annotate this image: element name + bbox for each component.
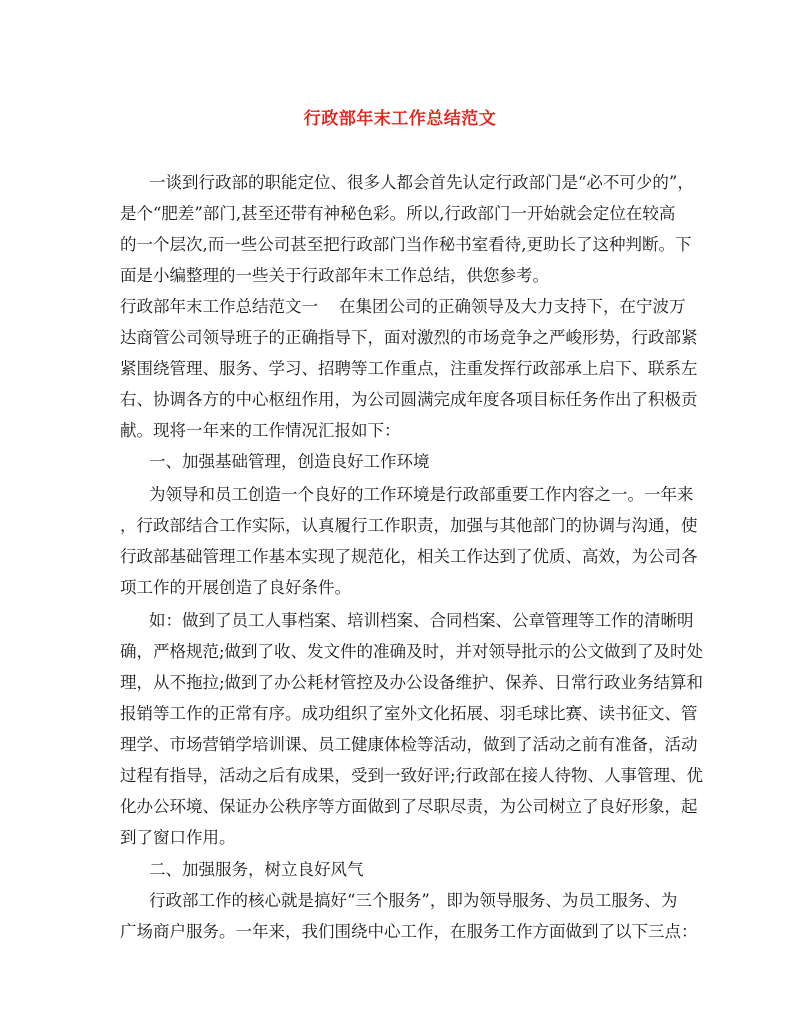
- paragraph-line: 达商管公司领导班子的正确指导下，面对激烈的市场竞争之严峻形势，行政部紧: [120, 328, 698, 347]
- paragraph-line: 过程有指导，活动之后有成果，受到一致好评;行政部在接人待物、人事管理、优: [120, 766, 704, 785]
- paragraph-line: 行政部基础管理工作基本实现了规范化，相关工作达到了优质、高效，为公司各: [120, 547, 698, 566]
- paragraph-line: 的一个层次,而一些公司甚至把行政部门当作秘书室看待,更助长了这种判断。下: [120, 235, 692, 254]
- paragraph-line: 如：做到了员工人事档案、培训档案、合同档案、公章管理等工作的清晰明: [149, 611, 694, 630]
- paragraph-line: 是个“肥差”部门,甚至还带有神秘色彩。所以,行政部门一开始就会定位在较高: [120, 204, 676, 223]
- paragraph-line: 面是小编整理的一些关于行政部年末工作总结，供您参考。: [120, 266, 549, 285]
- paragraph-line: 一谈到行政部的职能定位、很多人都会首先认定行政部门是“必不可少的”，: [149, 173, 694, 192]
- section-heading: 一、加强基础管理，创造良好工作环境: [149, 452, 430, 471]
- paragraph-line: 为领导和员工创造一个良好的工作环境是行政部重要工作内容之一。一年来: [149, 485, 694, 504]
- paragraph-line: ，行政部结合工作实际，认真履行工作职责，加强与其他部门的协调与沟通，使: [120, 516, 698, 535]
- paragraph-line: 化办公环境、保证办公秩序等方面做到了尽职尽责，为公司树立了良好形象，起: [120, 797, 698, 816]
- paragraph-line: 确，严格规范;做到了收、发文件的准确及时，并对领导批示的公文做到了及时处: [120, 642, 704, 661]
- paragraph-line: 行政部工作的核心就是搞好“三个服务”，即为领导服务、为员工服务、为: [149, 891, 678, 910]
- paragraph-line: 献。现将一年来的工作情况汇报如下：: [120, 421, 401, 440]
- section-heading: 行政部年末工作总结范文一: [120, 297, 318, 316]
- paragraph-line: 右、协调各方的中心枢纽作用，为公司圆满完成年度各项目标任务作出了积极贡: [120, 390, 698, 409]
- section-heading: 二、加强服务，树立良好风气: [149, 860, 364, 879]
- paragraph-line: 紧围绕管理、服务、学习、招聘等工作重点，注重发挥行政部承上启下、联系左: [120, 359, 698, 378]
- paragraph-line: 理，从不拖拉;做到了办公耗材管控及办公设备维护、保养、日常行政业务结算和: [120, 673, 704, 692]
- paragraph-line: 报销等工作的正常有序。成功组织了室外文化拓展、羽毛球比赛、读书征文、管: [120, 704, 698, 723]
- paragraph-line: 项工作的开展创造了良好条件。: [120, 578, 351, 597]
- paragraph-line: 到了窗口作用。: [120, 828, 236, 847]
- paragraph-line: 理学、市场营销学培训课、员工健康体检等活动，做到了活动之前有准备，活动: [120, 735, 698, 754]
- document-title: 行政部年末工作总结范文: [303, 109, 497, 129]
- paragraph-line: 在集团公司的正确领导及大力支持下，在宁波万: [339, 297, 686, 316]
- paragraph-line: 广场商户服务。一年来，我们围绕中心工作，在服务工作方面做到了以下三点：: [120, 922, 698, 941]
